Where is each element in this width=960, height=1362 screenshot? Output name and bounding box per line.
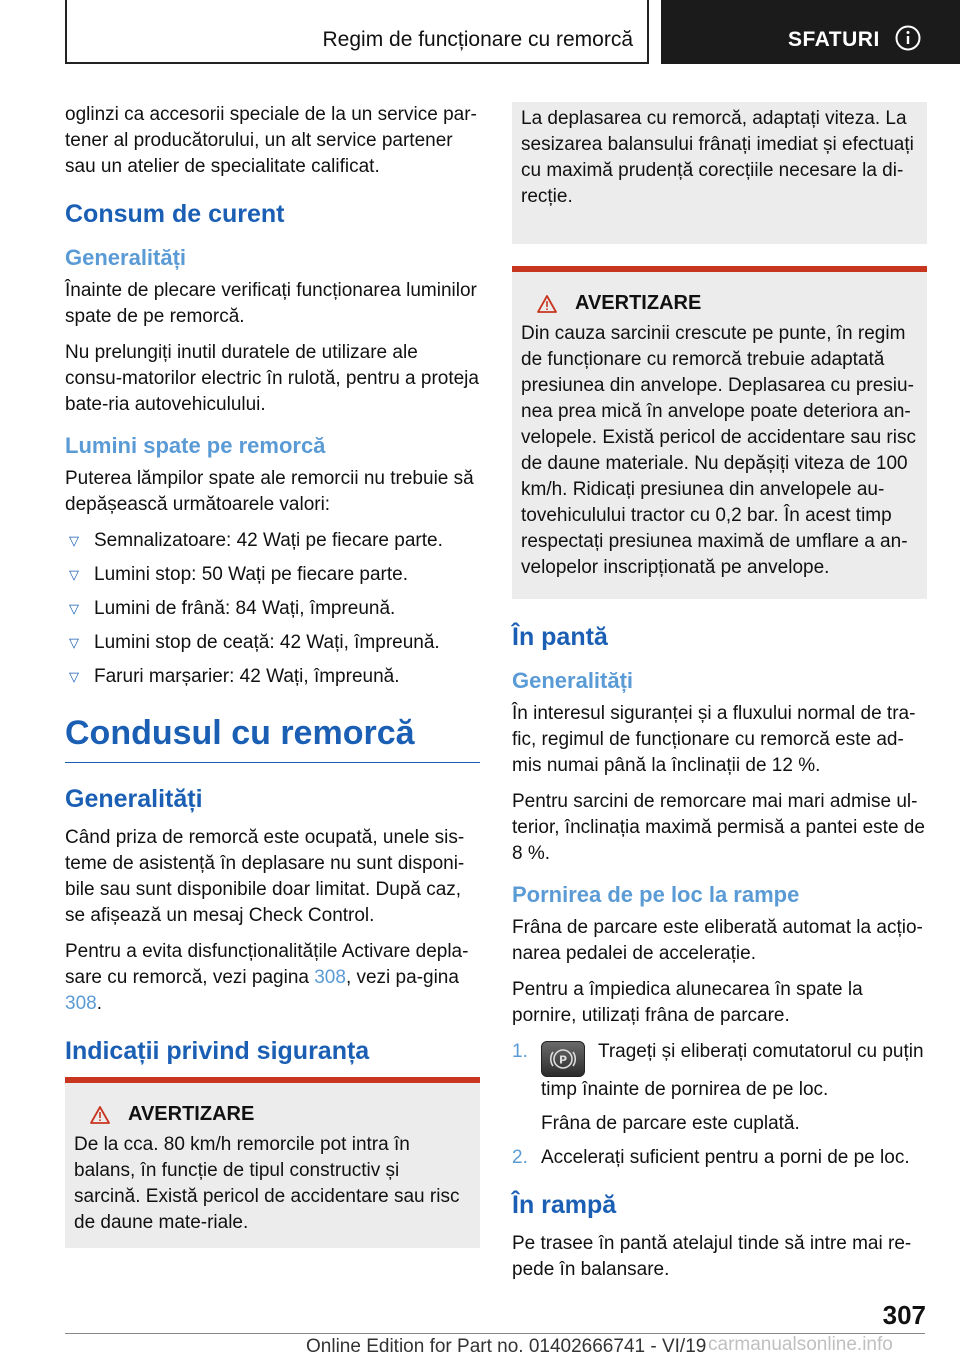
header-chapter-box bbox=[65, 0, 649, 64]
step-item bbox=[512, 1145, 927, 1171]
list-item: ▽ Lumini stop: 50 Wați pe fiecare parte. bbox=[65, 562, 480, 588]
step-number: 2. bbox=[512, 1147, 528, 1168]
warning-header bbox=[521, 292, 918, 315]
list-item: ▽ Lumini stop de ceață: 42 Wați, împreună. bbox=[65, 630, 480, 656]
step-text: Accelerați suficient pentru a porni de pe loc. bbox=[541, 1147, 910, 1168]
list-item: ▽ Faruri marșarier: 42 Wați, împreună. bbox=[65, 664, 480, 690]
warning-triangle-icon bbox=[537, 295, 557, 313]
warning-text: De la cca. 80 km/h remorcile pot intra în balans, în funcție de tipul constructiv și sarcină. Există pericol de accidentare sau risc de daune mate-riale. bbox=[74, 1134, 460, 1233]
heading-generalitati: Generalități bbox=[65, 785, 203, 813]
warning-text: Din cauza sarcinii crescute pe punte, în regim de funcționare cu remorcă trebuie adaptată presiunea din anvelope. Deplasarea cu presiu-nea prea mică în anvelope poate deteriora an-velopele. Există pericol de accidentare sau risc de daune materiale. Nu depășiți viteza de 100 km/h. Ridicați presiunea din anvelopele au-tovehiculului tractor cu 0,2 bar. În acest timp respectați presiunea maximă de umflare a an-velopelor inscripționată pe anvelope. bbox=[521, 323, 916, 578]
svg-text:P: P bbox=[558, 1053, 568, 1067]
right-column bbox=[512, 102, 927, 1293]
page-link-308[interactable]: 308 bbox=[65, 993, 97, 1014]
section-label[interactable]: SFATURI bbox=[788, 28, 880, 51]
triangle-bullet-icon: ▽ bbox=[69, 669, 79, 684]
info-circle-icon[interactable] bbox=[895, 25, 921, 51]
step-subtext: Frâna de parcare este cuplată. bbox=[541, 1113, 800, 1134]
page-number: 307 bbox=[882, 1300, 926, 1330]
paragraph: Înainte de plecare verificați funcționarea luminilor spate de pe remorcă. bbox=[65, 280, 477, 327]
watermark: carmanualsonline.info bbox=[708, 1334, 893, 1355]
triangle-bullet-icon: ▽ bbox=[69, 635, 79, 650]
intro-paragraph: oglinzi ca accesorii speciale de la un service par-tener al producătorului, un alt service partener sau un atelier de specialitate calificat. bbox=[65, 104, 477, 177]
heading-in-panta: În pantă bbox=[512, 623, 608, 651]
paragraph: Puterea lămpilor spate ale remorcii nu trebuie să depășească următoarele valori: bbox=[65, 468, 474, 515]
warning-title: AVERTIZARE bbox=[128, 1103, 255, 1125]
footer-edition: Online Edition for Part no. 01402666741 - VI/19 bbox=[306, 1336, 707, 1357]
list-item: ▽ Lumini de frână: 84 Wați, împreună. bbox=[65, 596, 480, 622]
warning-box bbox=[65, 1077, 480, 1248]
heading-lumini-spate: Lumini spate pe remorcă bbox=[65, 433, 326, 458]
heading-indicatii-siguranta: Indicații privind siguranța bbox=[65, 1037, 370, 1065]
heading-generalitati: Generalități bbox=[512, 668, 634, 693]
paragraph: În interesul siguranței și a fluxului normal de tra-fic, regimul de funcționare cu remorcă este ad-mis numai până la înclinații de 12 %. bbox=[512, 703, 916, 776]
warning-header bbox=[74, 1103, 471, 1126]
parking-brake-switch-icon bbox=[541, 1041, 585, 1077]
heading-in-rampa: În rampă bbox=[512, 1191, 617, 1219]
paragraph: Nu prelungiți inutil duratele de utilizare ale consu-matorilor electric în rulotă, pentru a proteja bate-ria autovehiculului. bbox=[65, 342, 479, 415]
paragraph: Pentru sarcini de remorcare mai mari admise ul-terior, înclinația maximă permisă a pantei este de 8 %. bbox=[512, 791, 925, 864]
heading-generalitati: Generalități bbox=[65, 245, 187, 270]
warning-box bbox=[512, 266, 927, 599]
paragraph: Pentru a împiedica alunecarea în spate la pornire, utilizați frâna de parcare. bbox=[512, 979, 863, 1026]
header-section-box bbox=[661, 0, 960, 64]
paragraph-with-links: Pentru a evita disfuncționalitățile Activare depla-sare cu remorcă, vezi pagina 308, vezi pa-gina 308. bbox=[65, 941, 469, 1014]
triangle-bullet-icon: ▽ bbox=[69, 567, 79, 582]
heading-consum-de-curent: Consum de curent bbox=[65, 200, 285, 228]
warning-box-continuation bbox=[512, 102, 927, 244]
step-item bbox=[512, 1039, 927, 1137]
step-text: Trageți și eliberați comutatorul cu puțin timp înainte de pornirea de pe loc. bbox=[541, 1041, 924, 1100]
paragraph: Pe trasee în pantă atelajul tinde să intre mai re-pede în balansare. bbox=[512, 1233, 912, 1280]
step-number: 1. bbox=[512, 1041, 528, 1062]
warning-title: AVERTIZARE bbox=[575, 292, 702, 314]
warning-triangle-icon bbox=[90, 1106, 110, 1124]
left-column bbox=[65, 102, 480, 1256]
list-item: ▽ Semnalizatoare: 42 Wați pe fiecare parte. bbox=[65, 528, 480, 554]
triangle-bullet-icon: ▽ bbox=[69, 601, 79, 616]
warning-text: La deplasarea cu remorcă, adaptați viteza. La sesizarea balansului frânați imediat și efectuați cu maximă prudență corecțiile necesare la di-recție. bbox=[521, 108, 914, 207]
chapter-title: Regim de funcționare cu remorcă bbox=[322, 28, 633, 51]
paragraph: Frâna de parcare este eliberată automat la acțio-narea pedalei de accelerație. bbox=[512, 917, 923, 964]
page-link-308[interactable]: 308 bbox=[314, 967, 346, 988]
paragraph: Când priza de remorcă este ocupată, unele sis-teme de asistență în deplasare nu sunt disponi-bile sau sunt disponibile doar limitat. După caz, se afișează un mesaj Check Control. bbox=[65, 827, 465, 926]
triangle-bullet-icon: ▽ bbox=[69, 533, 79, 548]
heading-condusul-cu-remorca: Condusul cu remorcă bbox=[65, 712, 480, 763]
heading-pornirea-rampe: Pornirea de pe loc la rampe bbox=[512, 882, 800, 907]
steps-list bbox=[512, 1039, 927, 1171]
lamp-power-list bbox=[65, 528, 480, 690]
